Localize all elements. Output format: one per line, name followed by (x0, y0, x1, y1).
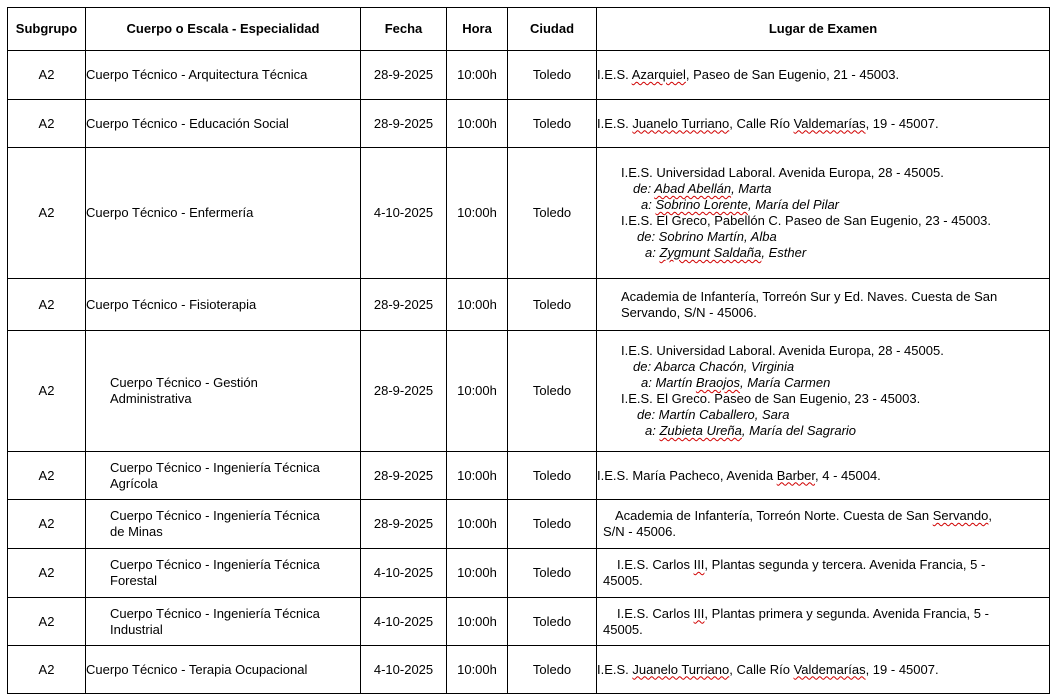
cuerpo-line: Administrativa (110, 391, 192, 406)
cell-ciudad: Toledo (508, 500, 597, 549)
lugar-text: , 19 - 45007. (865, 661, 939, 677)
cell-ciudad: Toledo (508, 279, 597, 331)
lugar-text: a: Martín (641, 375, 696, 390)
lugar-text: Servando (932, 508, 989, 523)
lugar-text: , Marta (731, 181, 772, 196)
table-row (8, 51, 1050, 100)
lugar-text: , 4 - 45004. (815, 467, 881, 483)
cuerpo-line: de Minas (110, 524, 163, 539)
lugar-text: , (988, 508, 993, 523)
lugar-line (603, 606, 1043, 622)
lugar-sede-2: I.E.S. El Greco. Paseo de San Eugenio, 23 - 45003. (621, 391, 921, 406)
lugar-text: 45005. (603, 621, 643, 637)
table-row (8, 279, 1050, 331)
table-row (8, 646, 1050, 694)
header-lugar: Lugar de Examen (597, 8, 1050, 51)
cell-cuerpo (86, 452, 361, 500)
header-row (8, 8, 1050, 51)
lugar-text: I.E.S. Carlos (617, 605, 694, 621)
cell-ciudad: Toledo (508, 148, 597, 279)
lugar-text: Juanelo Turriano (632, 661, 730, 677)
cell-ciudad: Toledo (508, 646, 597, 694)
cell-fecha: 4-10-2025 (361, 646, 447, 694)
cell-ciudad: Toledo (508, 100, 597, 148)
lugar-text: , Calle Río (729, 115, 794, 131)
lugar-text: Zubieta Ureña (659, 423, 742, 438)
lugar-text: Abad Abellán (654, 181, 732, 196)
cell-lugar (597, 646, 1050, 694)
lugar-text: a: (641, 197, 656, 212)
cuerpo-line: Agrícola (110, 475, 158, 491)
cell-lugar (597, 500, 1050, 549)
cell-hora: 10:00h (447, 148, 508, 279)
lugar-text: Juanelo Turriano (632, 115, 730, 131)
cell-hora: 10:00h (447, 331, 508, 452)
cuerpo-line: Industrial (110, 621, 163, 637)
cell-hora: 10:00h (447, 100, 508, 148)
cell-lugar (597, 100, 1050, 148)
table-row (8, 500, 1050, 549)
lugar-text: S/N - 45006. (603, 524, 676, 539)
lugar-text: I.E.S. (597, 115, 633, 131)
cell-cuerpo: Cuerpo Técnico - Arquitectura Técnica (86, 51, 361, 100)
lugar-range-to (621, 423, 1049, 439)
table-row (8, 549, 1050, 598)
cuerpo-line: Forestal (110, 573, 157, 588)
lugar-text: Sobrino Lorente (655, 197, 748, 212)
lugar-text: , Paseo de San Eugenio, 21 - 45003. (685, 67, 900, 82)
lugar-range-from: de: Abarca Chacón, Virginia (633, 359, 795, 374)
lugar-text: , Calle Río (729, 661, 794, 677)
cell-ciudad: Toledo (508, 598, 597, 646)
cell-cuerpo (86, 500, 361, 549)
cell-ciudad: Toledo (508, 549, 597, 598)
lugar-text: Valdemarías (793, 115, 866, 131)
cell-cuerpo (86, 598, 361, 646)
lugar-text: Valdemarías (793, 661, 866, 677)
lugar-text: de: (633, 181, 655, 196)
cell-fecha: 28-9-2025 (361, 279, 447, 331)
lugar-text: , María del Sagrario (741, 423, 857, 438)
cell-subgrupo: A2 (8, 500, 86, 549)
lugar-text: I.E.S. Carlos (617, 557, 694, 572)
exam-schedule-table (7, 7, 1050, 694)
lugar-text: a: (645, 245, 660, 260)
lugar-line (603, 557, 1043, 573)
lugar-text: III (693, 557, 705, 572)
cell-ciudad: Toledo (508, 331, 597, 452)
lugar-text: Barber (776, 467, 816, 483)
cell-cuerpo: Cuerpo Técnico - Enfermería (86, 148, 361, 279)
lugar-range-from (621, 181, 1049, 197)
cuerpo-line: Cuerpo Técnico - Ingeniería Técnica (110, 557, 320, 572)
lugar-text: , Esther (761, 245, 807, 260)
header-cuerpo: Cuerpo o Escala - Especialidad (86, 8, 361, 51)
lugar-sede-1: I.E.S. Universidad Laboral. Avenida Europa, 28 - 45005. (621, 343, 944, 358)
cell-subgrupo: A2 (8, 646, 86, 694)
lugar-line (603, 508, 1043, 524)
header-ciudad: Ciudad (508, 8, 597, 51)
cell-subgrupo: A2 (8, 331, 86, 452)
lugar-sede-2: I.E.S. El Greco, Pabellón C. Paseo de San Eugenio, 23 - 45003. (621, 213, 992, 228)
lugar-text: , María Carmen (740, 375, 831, 390)
cell-fecha: 28-9-2025 (361, 500, 447, 549)
cuerpo-line: Cuerpo Técnico - Ingeniería Técnica (110, 459, 320, 475)
lugar-text: , Plantas segunda y tercera. Avenida Francia, 5 - (704, 557, 986, 572)
table-row (8, 331, 1050, 452)
cell-cuerpo: Cuerpo Técnico - Educación Social (86, 100, 361, 148)
cell-cuerpo: Cuerpo Técnico - Fisioterapia (86, 279, 361, 331)
cell-cuerpo (86, 549, 361, 598)
lugar-text: Braojos (695, 375, 740, 390)
cell-fecha: 28-9-2025 (361, 51, 447, 100)
cell-fecha: 28-9-2025 (361, 331, 447, 452)
cell-lugar (597, 279, 1050, 331)
cell-cuerpo (86, 331, 361, 452)
cell-subgrupo: A2 (8, 100, 86, 148)
lugar-text: 45005. (603, 573, 643, 588)
cell-fecha: 4-10-2025 (361, 148, 447, 279)
cell-hora: 10:00h (447, 51, 508, 100)
lugar-text: I.E.S. (597, 67, 632, 82)
cuerpo-line: Cuerpo Técnico - Ingeniería Técnica (110, 508, 320, 523)
table-row (8, 452, 1050, 500)
cell-subgrupo: A2 (8, 148, 86, 279)
lugar-text: I.E.S. (597, 661, 633, 677)
cell-cuerpo: Cuerpo Técnico - Terapia Ocupacional (86, 646, 361, 694)
lugar-range-to (621, 197, 1049, 213)
lugar-text: a: (645, 423, 660, 438)
header-subgrupo: Subgrupo (8, 8, 86, 51)
header-hora: Hora (447, 8, 508, 51)
cell-fecha: 4-10-2025 (361, 598, 447, 646)
table-row (8, 598, 1050, 646)
cell-fecha: 28-9-2025 (361, 452, 447, 500)
cell-lugar (597, 452, 1050, 500)
cell-subgrupo: A2 (8, 452, 86, 500)
table-row (8, 148, 1050, 279)
table-row (8, 100, 1050, 148)
lugar-text: Academia de Infantería, Torreón Norte. Cuesta de San (615, 508, 933, 523)
lugar-text: , Plantas primera y segunda. Avenida Francia, 5 - (704, 605, 989, 621)
lugar-text: III (693, 605, 705, 621)
cell-hora: 10:00h (447, 452, 508, 500)
lugar-range-from: de: Martín Caballero, Sara (637, 407, 790, 422)
lugar-text: Academia de Infantería, Torreón Sur y Ed. Naves. Cuesta de San (621, 288, 998, 304)
cell-lugar (597, 598, 1050, 646)
cell-ciudad: Toledo (508, 51, 597, 100)
cell-fecha: 28-9-2025 (361, 100, 447, 148)
cell-hora: 10:00h (447, 598, 508, 646)
cell-hora: 10:00h (447, 279, 508, 331)
lugar-range-to (621, 375, 1049, 391)
cell-subgrupo: A2 (8, 51, 86, 100)
cell-hora: 10:00h (447, 549, 508, 598)
cell-fecha: 4-10-2025 (361, 549, 447, 598)
lugar-range-from: de: Sobrino Martín, Alba (637, 229, 777, 244)
cell-hora: 10:00h (447, 646, 508, 694)
cell-subgrupo: A2 (8, 279, 86, 331)
cell-lugar (597, 51, 1050, 100)
lugar-text: Servando, S/N - 45006. (621, 304, 757, 320)
lugar-sede-1: I.E.S. Universidad Laboral. Avenida Europa, 28 - 45005. (621, 165, 944, 180)
cell-hora: 10:00h (447, 500, 508, 549)
lugar-text: , María del Pilar (747, 197, 840, 212)
lugar-text: Zygmunt Saldaña (659, 245, 762, 260)
lugar-range-to (621, 245, 1049, 261)
cell-lugar (597, 148, 1050, 279)
cell-subgrupo: A2 (8, 598, 86, 646)
lugar-text: I.E.S. María Pacheco, Avenida (597, 467, 777, 483)
cell-lugar (597, 549, 1050, 598)
cell-lugar (597, 331, 1050, 452)
cuerpo-line: Cuerpo Técnico - Ingeniería Técnica (110, 605, 320, 621)
lugar-text: , 19 - 45007. (865, 115, 939, 131)
lugar-text: Azarquiel (631, 67, 686, 82)
cell-subgrupo: A2 (8, 549, 86, 598)
cuerpo-line: Cuerpo Técnico - Gestión (110, 375, 258, 390)
header-fecha: Fecha (361, 8, 447, 51)
cell-ciudad: Toledo (508, 452, 597, 500)
